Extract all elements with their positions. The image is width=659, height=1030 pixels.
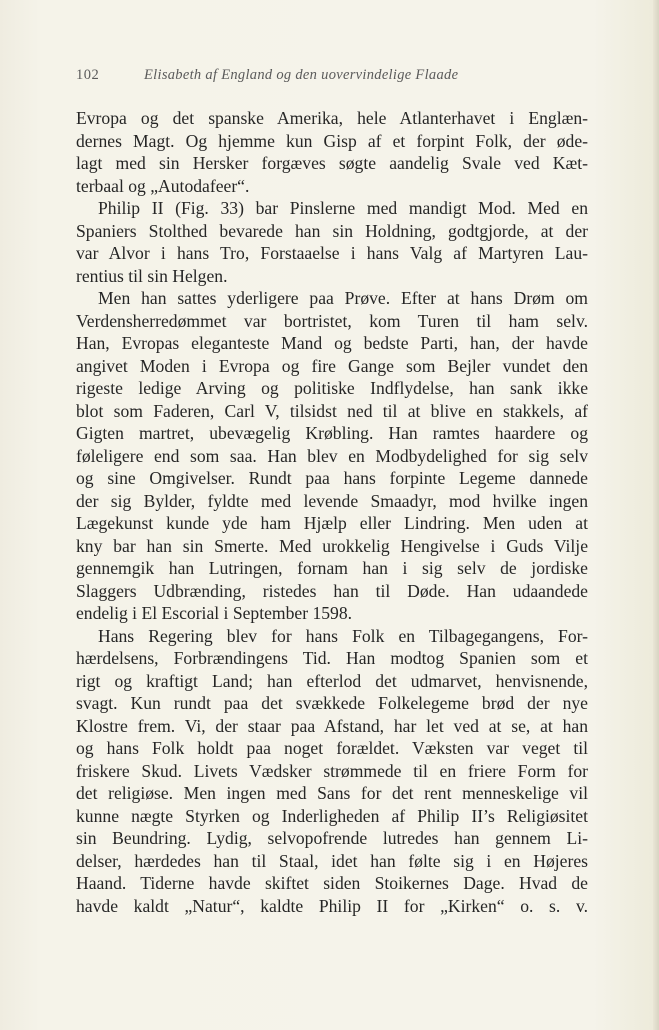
text-line: Han, Evropas eleganteste Mand og bedste Parti, han, der havde <box>76 333 588 353</box>
page-number: 102 <box>76 67 100 83</box>
text-line: det religiøse. Men ingen med Sans for det rent menneskelige vil <box>76 783 588 803</box>
text-line: Slaggers Udbrænding, ristedes han til Døde. Han udaandede <box>76 580 588 601</box>
running-head <box>76 67 586 91</box>
text-line: rentius til sin Helgen. <box>76 265 228 286</box>
text-line: Philip II (Fig. 33) bar Pinslerne med mandigt Mod. Med en <box>98 198 588 218</box>
text-line: delser, hærdedes han til Staal, idet han følte sig i en Højeres <box>76 850 588 871</box>
body-text <box>76 107 588 917</box>
text-line: rigeste ledige Arving og politiske Indflydelse, han sank ikke <box>76 378 588 398</box>
text-line: angivet Moden i Evropa og fire Gange som Bejler vundet den <box>76 355 588 376</box>
text-line: havde kaldt „Natur“, kaldte Philip II for „Kirken“ o. s. v. <box>76 895 588 916</box>
text-line: var Alvor i hans Tro, Forstaaelse i hans Valg af Martyren Lau- <box>76 243 588 263</box>
text-line: lagt med sin Hersker forgæves søgte aandelig Svale ved Kæt- <box>76 153 588 173</box>
text-line: og sine Omgivelser. Rundt paa hans forpinte Legeme dannede <box>76 468 588 488</box>
text-line: endelig i El Escorial i September 1598. <box>76 603 353 623</box>
text-line: friskere Skud. Livets Vædsker strømmede til en friere Form for <box>76 760 588 781</box>
text-line: Verdensherredømmet var bortristet, kom Turen til ham selv. <box>76 310 588 331</box>
text-line: svagt. Kun rundt paa det svækkede Folkelegeme brød der nye <box>76 693 588 713</box>
text-line: Haand. Tiderne havde skiftet siden Stoikernes Dage. Hvad de <box>76 873 588 893</box>
text-line: hærdelsens, Forbrændingens Tid. Han modtog Spanien som et <box>76 648 588 668</box>
text-line: gennemgik han Lutringen, fornam han i sig selv de jordiske <box>76 558 588 578</box>
text-line: rigt og kraftigt Land; han efterlod det udmarvet, henvisnende, <box>76 670 588 691</box>
text-line: Evropa og det spanske Amerika, hele Atlanterhavet i Englæn- <box>76 108 588 128</box>
text-line: Hans Regering blev for hans Folk en Tilbagegangens, For- <box>98 625 588 646</box>
page-edge <box>653 0 659 1030</box>
text-line: kunne nægte Styrken og Inderligheden af Philip II’s Religiøsitet <box>76 805 588 826</box>
running-title: Elisabeth af England og den uovervindelige Flaade <box>144 67 459 83</box>
text-line: og hans Folk holdt paa noget forældet. Væksten var veget til <box>76 738 588 758</box>
text-line: kny bar han sin Smerte. Med urokkelig Hengivelse i Guds Vilje <box>76 535 588 556</box>
text-line: føleligere end som saa. Han blev en Modbydelighed for sig selv <box>76 445 588 466</box>
text-line: Men han sattes yderligere paa Prøve. Efter at hans Drøm om <box>98 288 588 308</box>
text-line: Gigten martret, ubevægelig Krøbling. Han ramtes haardere og <box>76 423 588 443</box>
text-line: terbaal og „Autodafeer“. <box>76 175 250 196</box>
text-line: Klostre frem. Vi, der staar paa Afstand, har let ved at se, at han <box>76 715 588 736</box>
text-line: sin Beundring. Lydig, selvopofrende lutredes han gennem Li- <box>76 828 588 848</box>
text-line: blot som Faderen, Carl V, tilsidst ned til at blive en stakkels, af <box>76 400 588 421</box>
text-line: Lægekunst kunde yde ham Hjælp eller Lindring. Men uden at <box>76 513 588 533</box>
text-line: der sig Bylder, fyldte med levende Smaadyr, mod hvilke ingen <box>76 490 588 511</box>
text-line: dernes Magt. Og hjemme kun Gisp af et forpint Folk, der øde- <box>76 130 588 151</box>
text-line: Spaniers Stolthed bevarede han sin Holdning, godtgjorde, at der <box>76 220 588 241</box>
